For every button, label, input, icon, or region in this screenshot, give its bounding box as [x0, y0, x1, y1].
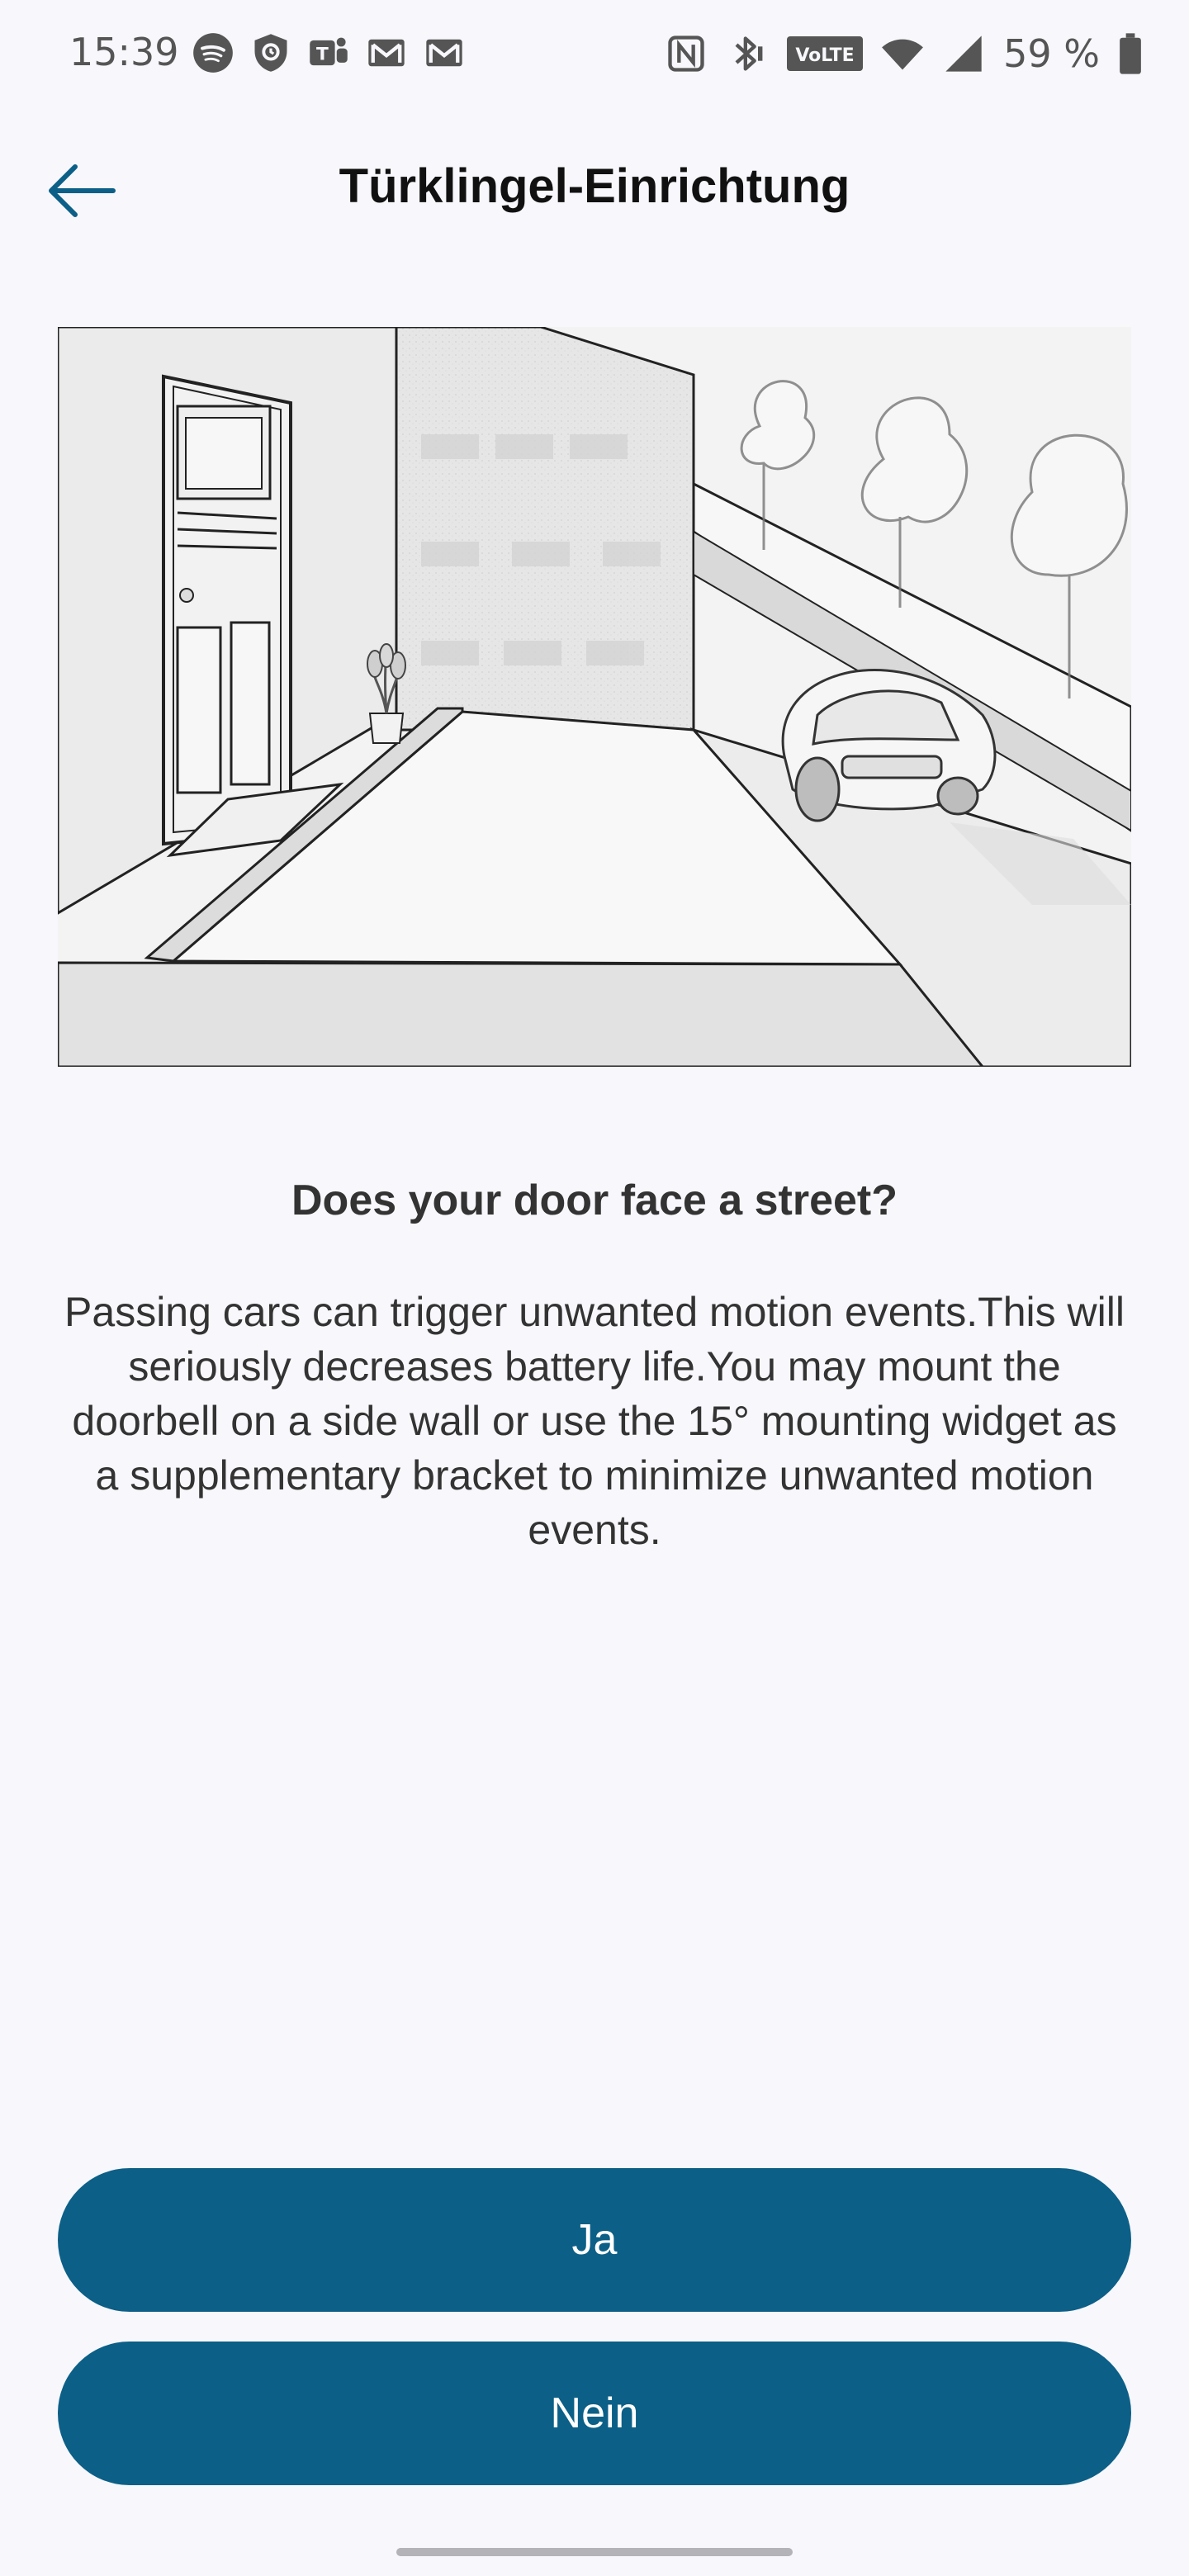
illustration-drawing	[58, 327, 1131, 1067]
question-heading: Does your door face a street?	[291, 1177, 898, 1224]
description-text: Passing cars can trigger unwanted motion events.This will seriously decreases battery life.You may mount the doorbell on a side wall or use the 15° mounting widget as a supplementary bracket to minimize unwanted motion events.	[64, 1289, 1125, 1553]
signal-icon	[942, 32, 985, 75]
wifi-icon	[881, 32, 924, 75]
volte-icon	[787, 35, 863, 73]
home-indicator[interactable]	[396, 2548, 793, 2556]
status-bar	[0, 0, 1189, 107]
spotify-icon	[192, 31, 234, 74]
teams-icon	[307, 31, 350, 74]
volte-label: VoLTE	[795, 45, 855, 66]
status-time: 15:39	[69, 30, 179, 74]
battery-icon	[1118, 32, 1143, 75]
system-icons	[665, 31, 1143, 76]
nfc-icon	[665, 32, 708, 75]
gmail-icon	[365, 31, 408, 74]
app-header	[0, 140, 1189, 239]
no-button[interactable]: Nein	[58, 2342, 1131, 2485]
svg-text:T: T	[316, 44, 329, 65]
shield-icon	[249, 31, 292, 74]
page-title: Türklingel-Einrichtung	[339, 159, 850, 213]
battery-level: 59 %	[1003, 31, 1100, 76]
bluetooth-icon	[726, 32, 769, 75]
yes-button[interactable]: Ja	[58, 2168, 1131, 2312]
notification-icons	[192, 31, 466, 74]
door-facing-street-illustration	[58, 327, 1131, 1067]
gmail-icon	[423, 31, 466, 74]
